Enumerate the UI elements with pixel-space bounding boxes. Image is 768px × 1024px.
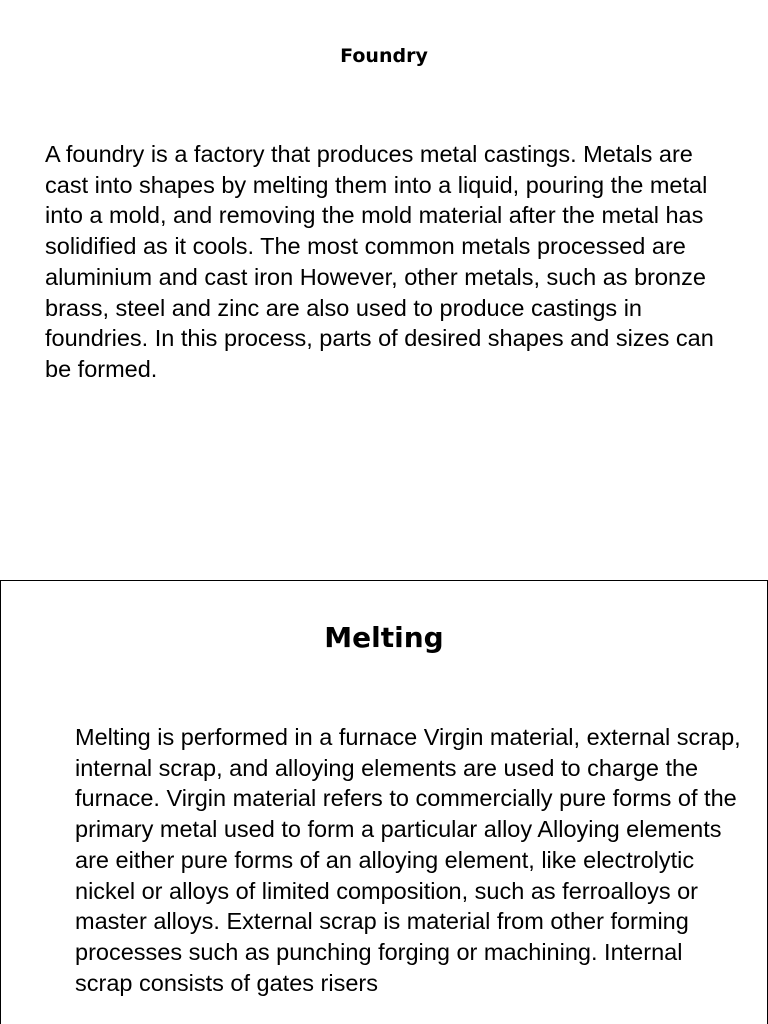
slide-body-text: Melting is performed in a furnace Virgin material, external scrap, internal scrap, and alloying elements are used to charge the furnace. Virgin material refers to commercially pure forms of the primary metal used to form a particular alloy Alloying elements are either pure forms of an alloying element, like electrolytic nickel or alloys of limited composition, such as ferroalloys or master alloys. External scrap is material from other forming processes such as punching forging or machining. Internal scrap consists of gates risers — [75, 724, 741, 996]
slide-melting — [0, 580, 768, 1024]
slide-body-text: A foundry is a factory that produces metal castings. Metals are cast into shapes by melting them into a liquid, pouring the metal into a mold, and removing the mold material after the metal has solidified as it cools. The most common metals processed are aluminium and cast iron However, other metals, such as bronze brass, steel and zinc are also used to produce castings in foundries. In this process, parts of desired shapes and sizes can be formed. — [45, 141, 714, 382]
slide-title: Melting — [324, 621, 444, 654]
slide-title: Foundry — [340, 45, 428, 67]
